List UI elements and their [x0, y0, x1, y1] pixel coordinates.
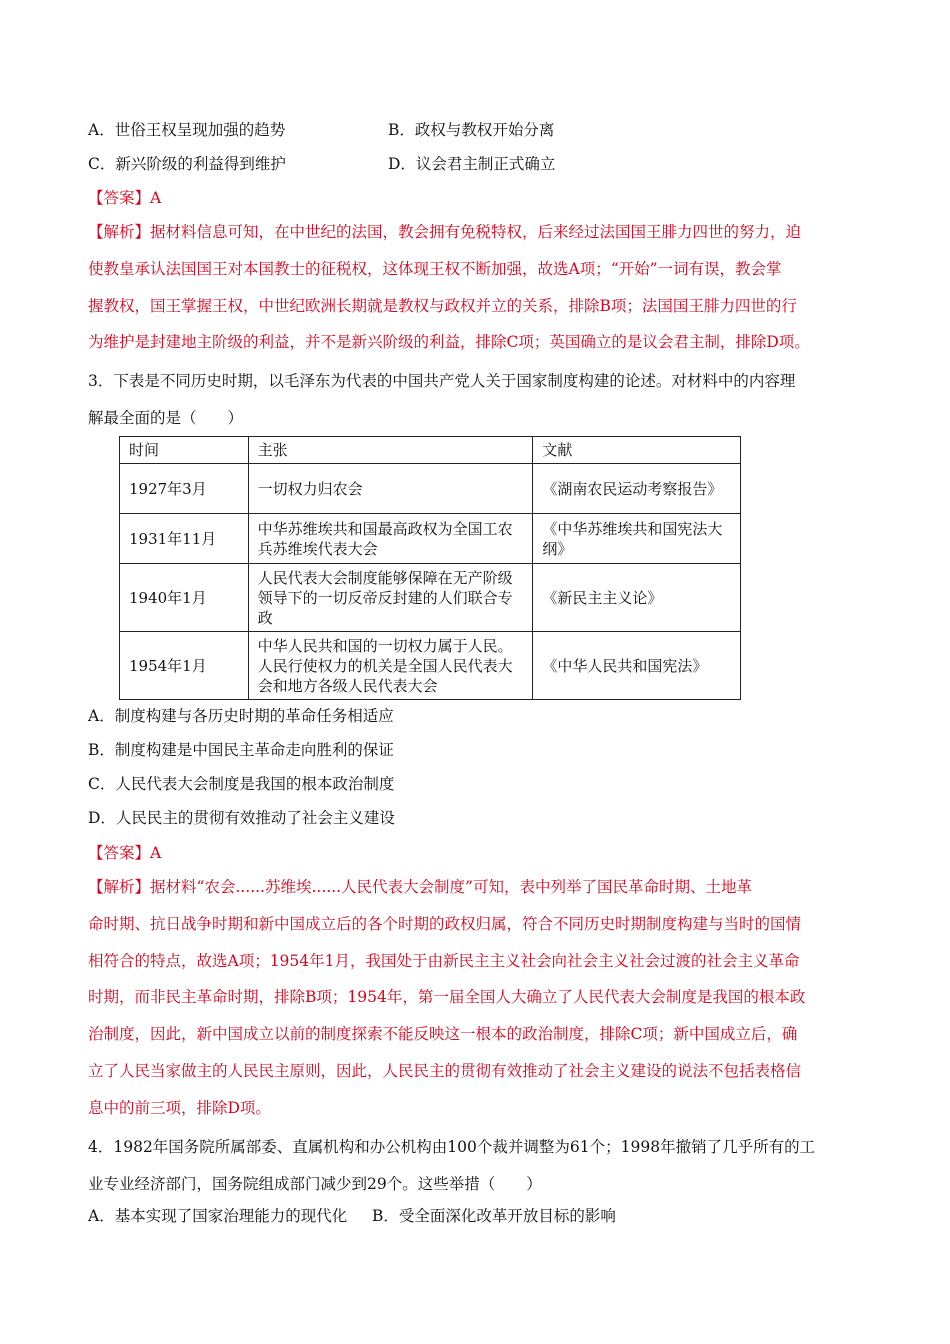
q3-stem	[88, 363, 864, 437]
table-row	[120, 564, 741, 632]
q3-analysis-line: 时期，而非民主革命时期，排除B项；1954年，第一届全国人大确立了人民代表大会制度是我国的根本政	[88, 988, 806, 1007]
header-time: 时间	[120, 437, 249, 464]
q4-option-b: B．受全面深化改革开放目标的影响	[372, 1207, 616, 1225]
q2-option-d: D．议会君主制正式确立	[388, 155, 556, 173]
cell-document: 《新民主主义论》	[533, 564, 741, 632]
q4-stem	[88, 1129, 864, 1203]
q2-analysis-line: 【解析】据材料信息可知，在中世纪的法国，教会拥有免税特权，后来经过法国国王腓力四世的努力，迫	[88, 223, 802, 241]
q2-analysis	[88, 214, 864, 361]
cell-document: 《中华人民共和国宪法》	[533, 632, 741, 700]
q4-stem-line: 4．1982年国务院所属部委、直属机构和办公机构由100个裁并调整为61个；1998年撤销了几乎所有的工	[88, 1138, 816, 1156]
cell-time: 1931年11月	[120, 514, 249, 564]
q3-option-c: C．人民代表大会制度是我国的根本政治制度	[88, 775, 395, 793]
cell-claim: 中华苏维埃共和国最高政权为全国工农兵苏维埃代表大会	[248, 514, 533, 564]
cell-time: 1927年3月	[120, 464, 249, 514]
q4-option-a: A．基本实现了国家治理能力的现代化	[88, 1207, 348, 1225]
q3-answer: 【答案】A	[88, 844, 162, 862]
header-document: 文献	[533, 437, 741, 464]
q3-analysis-line: 相符合的特点，故选A项；1954年1月，我国处于由新民主主义社会向社会主义社会过渡的社会主义革命	[88, 951, 800, 970]
q3-analysis-line: 治制度，因此，新中国成立以前的制度探索不能反映这一根本的政治制度，排除C项；新中国成立后，确	[88, 1025, 798, 1044]
q2-option-b: B．政权与教权开始分离	[388, 121, 555, 139]
q3-analysis-line: 息中的前三项，排除D项。	[88, 1098, 271, 1117]
q3-analysis-line: 【解析】据材料“农会......苏维埃......人民代表大会制度”可知，表中列举了国民革命时期、土地革	[88, 878, 752, 896]
cell-document: 《中华苏维埃共和国宪法大纲》	[533, 514, 741, 564]
q3-analysis-line: 命时期、抗日战争时期和新中国成立后的各个时期的政权归属，符合不同历史时期制度构建与当时的国情	[88, 914, 802, 933]
q3-stem-line: 解最全面的是（ ）	[88, 408, 244, 427]
table-row	[120, 632, 741, 700]
q3-analysis-line: 立了人民当家做主的人民民主原则，因此，人民民主的贯彻有效推动了社会主义建设的说法不包括表格信	[88, 1061, 802, 1080]
table-header-row	[120, 437, 741, 464]
cell-claim: 一切权力归农会	[248, 464, 533, 514]
q3-stem-line: 3．下表是不同历史时期，以毛泽东为代表的中国共产党人关于国家制度构建的论述。对材料中的内容理	[88, 372, 796, 390]
cell-claim: 人民代表大会制度能够保障在无产阶级领导下的一切反帝反封建的人们联合专政	[248, 564, 533, 632]
cell-time: 1954年1月	[120, 632, 249, 700]
q2-answer: 【答案】A	[88, 189, 162, 207]
q3-option-a: A．制度构建与各历史时期的革命任务相适应	[88, 707, 394, 725]
q2-analysis-line: 握教权，国王掌握王权，中世纪欧洲长期就是教权与政权并立的关系，排除B项；法国国王腓力四世的行	[88, 296, 797, 315]
table-row	[120, 464, 741, 514]
q2-option-a: A．世俗王权呈现加强的趋势	[88, 121, 286, 139]
q3-analysis	[88, 869, 864, 1127]
q2-option-c: C．新兴阶级的利益得到维护	[88, 155, 286, 173]
cell-claim: 中华人民共和国的一切权力属于人民。人民行使权力的机关是全国人民代表大会和地方各级人民代表大会	[248, 632, 533, 700]
q3-option-b: B．制度构建是中国民主革命走向胜利的保证	[88, 741, 394, 759]
header-claim: 主张	[248, 437, 533, 464]
cell-time: 1940年1月	[120, 564, 249, 632]
cell-document: 《湖南农民运动考察报告》	[533, 464, 741, 514]
q3-history-table	[119, 436, 741, 700]
q2-analysis-line: 为维护是封建地主阶级的利益，并不是新兴阶级的利益，排除C项；英国确立的是议会君主制，排除D项。	[88, 333, 810, 352]
q3-option-d: D．人民民主的贯彻有效推动了社会主义建设	[88, 809, 395, 827]
q2-analysis-line: 使教皇承认法国国王对本国教士的征税权，这体现王权不断加强，故选A项；“开始”一词有误，教会掌	[88, 259, 782, 278]
q4-stem-line: 业专业经济部门，国务院组成部门减少到29个。这些举措（ ）	[88, 1174, 542, 1193]
table-row	[120, 514, 741, 564]
